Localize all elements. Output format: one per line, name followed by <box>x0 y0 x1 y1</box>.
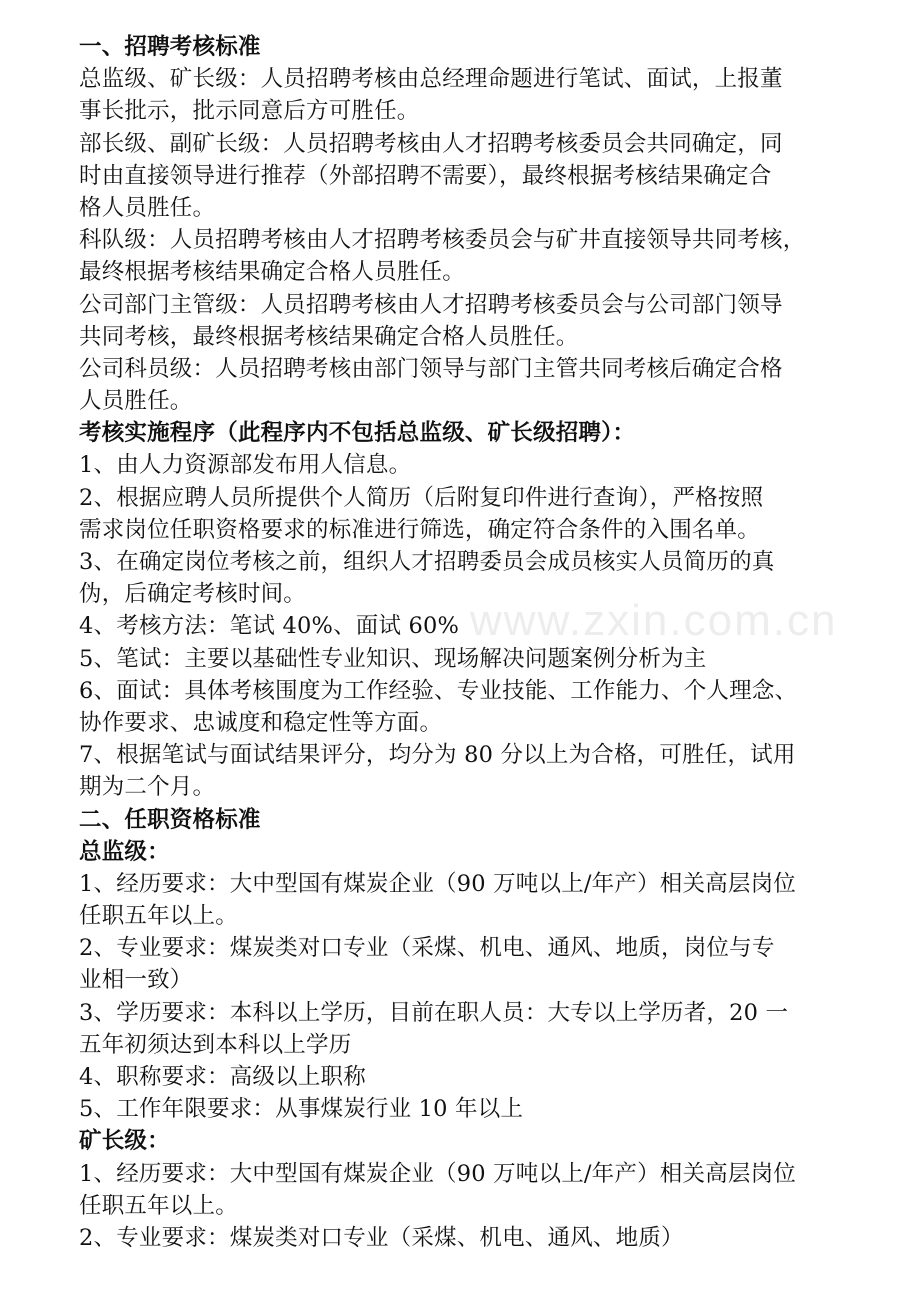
text-line: 业相一致） <box>79 967 193 994</box>
text-line: 需求岗位任职资格要求的标准进行筛选，确定符合条件的入围名单。 <box>79 516 761 543</box>
text-line: 科队级：人员招聘考核由人才招聘考核委员会与矿井直接领导共同考核， <box>79 227 806 254</box>
text-line: 1、经历要求：大中型国有煤炭企业（90 万吨以上/年产）相关高层岗位 <box>79 870 796 897</box>
section-heading: 二、任职资格标准 <box>79 806 261 833</box>
section-heading: 一、招聘考核标准 <box>79 34 261 60</box>
text-line: 共同考核，最终根据考核结果确定合格人员胜任。 <box>79 323 579 350</box>
text-line: 1、经历要求：大中型国有煤炭企业（90 万吨以上/年产）相关高层岗位 <box>79 1160 796 1187</box>
text-line: 时由直接领导进行推荐（外部招聘不需要），最终根据考核结果确定合 <box>79 162 772 189</box>
text-line: 任职五年以上。 <box>79 1192 238 1219</box>
text-line: 1、由人力资源部发布用人信息。 <box>79 452 412 479</box>
text-line: 人员胜任。 <box>79 388 193 415</box>
text-line: 公司科员级：人员招聘考核由部门领导与部门主管共同考核后确定合格 <box>79 355 783 382</box>
text-line: 伪，后确定考核时间。 <box>79 581 307 608</box>
text-line: 事长批示，批示同意后方可胜任。 <box>79 98 420 125</box>
text-line: 期为二个月。 <box>79 774 216 801</box>
text-line: 任职五年以上。 <box>79 903 238 930</box>
section-heading: 矿长级： <box>79 1128 170 1155</box>
watermark: www.zxin.com.cn <box>470 596 838 645</box>
text-line: 5、笔试：主要以基础性专业知识、现场解决问题案例分析为主 <box>79 645 707 672</box>
text-line: 2、专业要求：煤炭类对口专业（采煤、机电、通风、地质） <box>79 1224 684 1251</box>
text-line: 6、面试：具体考核围度为工作经验、专业技能、工作能力、个人理念、 <box>79 677 798 704</box>
document-body <box>79 31 849 1254</box>
text-line: 五年初须达到本科以上学历 <box>79 1031 352 1058</box>
text-line: 5、工作年限要求：从事煤炭行业 10 年以上 <box>79 1096 524 1123</box>
text-line: 最终根据考核结果确定合格人员胜任。 <box>79 259 465 286</box>
text-line: 3、在确定岗位考核之前，组织人才招聘委员会成员核实人员简历的真 <box>79 549 775 575</box>
text-line: 4、职称要求：高级以上职称 <box>79 1064 366 1090</box>
text-line: 部长级、副矿长级：人员招聘考核由人才招聘考核委员会共同确定，同 <box>79 130 783 157</box>
text-line: 3、学历要求：本科以上学历，目前在职人员：大专以上学历者，20 一 <box>79 999 789 1026</box>
text-line: 7、根据笔试与面试结果评分，均分为 80 分以上为合格，可胜任，试用 <box>79 742 796 769</box>
text-line: 总监级、矿长级：人员招聘考核由总经理命题进行笔试、面试，上报董 <box>79 66 783 93</box>
section-heading: 总监级： <box>79 838 170 865</box>
text-line: 2、根据应聘人员所提供个人简历（后附复印件进行查询），严格按照 <box>79 484 764 511</box>
text-line: 2、专业要求：煤炭类对口专业（采煤、机电、通风、地质，岗位与专 <box>79 935 775 962</box>
section-heading: 考核实施程序（此程序内不包括总监级、矿长级招聘）： <box>79 420 636 447</box>
text-line: 协作要求、忠诚度和稳定性等方面。 <box>79 709 443 736</box>
text-line: 格人员胜任。 <box>79 194 216 221</box>
text-line: 公司部门主管级：人员招聘考核由人才招聘考核委员会与公司部门领导 <box>79 291 783 318</box>
text-line: 4、考核方法：笔试 40%、面试 60% <box>79 613 460 640</box>
